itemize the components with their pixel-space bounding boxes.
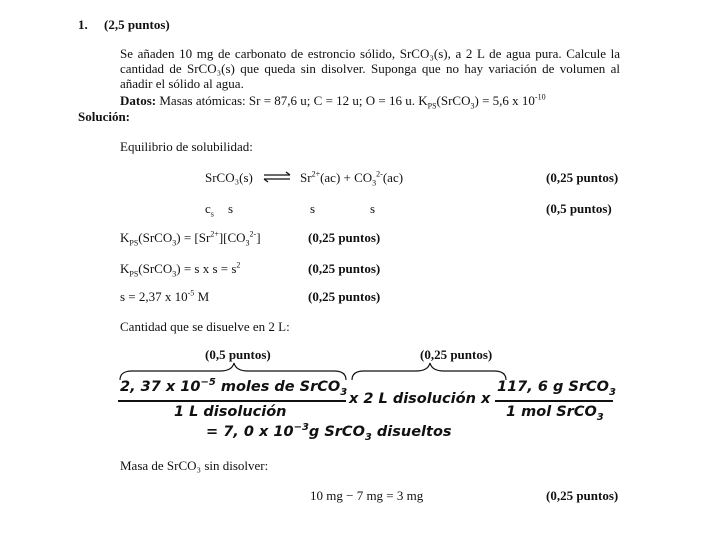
f2-num-sub: 3 (608, 386, 616, 398)
eq-points: (0,25 puntos) (546, 170, 619, 185)
data-ps: PS (427, 101, 437, 111)
eq-ac2: (ac) (382, 170, 404, 185)
fraction2-bar (495, 400, 613, 402)
result-sub: 3 (364, 431, 372, 443)
kps1-c-sup: 2+ (210, 229, 219, 239)
fraction1-bar (118, 400, 346, 402)
f1-num-sub: 3 (340, 386, 348, 398)
kps2-points: (0,25 puntos) (308, 261, 381, 276)
fraction-middle: x 2 L disolución x (349, 391, 491, 407)
data-end: ) = 5,6 x 10 (474, 93, 535, 108)
fraction2-numerator (497, 379, 616, 396)
conc-c: c (205, 201, 211, 216)
eq-sr-charge: 2+ (311, 169, 321, 179)
s-a: s = 2,37 x 10 (120, 289, 188, 304)
s-exp: -5 (187, 288, 195, 298)
kps-expression (120, 231, 261, 246)
kps1-b-sub: 3 (172, 238, 177, 248)
kps1-a: K (120, 230, 130, 245)
kps-s-squared (120, 262, 240, 277)
conc-label (205, 202, 214, 217)
equilibrium-arrows-icon (262, 172, 294, 182)
brace2-points: (0,25 puntos) (420, 347, 493, 362)
solubility-value (120, 290, 209, 305)
conc-sub: s (210, 209, 214, 219)
kps1-e: ] (256, 230, 261, 245)
kps1-b: (SrCO (138, 230, 173, 245)
f1-num-exp: −5 (200, 377, 216, 389)
eq-sr: Sr (300, 170, 312, 185)
kps2-c-sup: 2 (236, 260, 241, 270)
undissolved-calc: 10 mg − 7 mg = 3 mg (310, 488, 424, 503)
kps2-b-sub: 3 (172, 269, 177, 279)
f2-den-sub: 3 (596, 411, 604, 423)
problem-points: (2,5 puntos) (104, 17, 170, 32)
kps1-ps: PS (129, 238, 139, 248)
data-sub3: 3 (470, 101, 475, 111)
conc-s1: s (228, 201, 234, 216)
conc-s2: s (310, 201, 316, 216)
eq-ac1: (ac) + CO (320, 170, 373, 185)
dissolved-label: Cantidad que se disuelve en 2 L: (120, 319, 290, 334)
s-unit: M (194, 289, 210, 304)
equilibrium-label: Equilibrio de solubilidad: (120, 139, 253, 154)
eq-co-charge: 2- (376, 169, 383, 179)
conc-points: (0,5 puntos) (546, 201, 612, 216)
eq-left: SrCO₃(s) (205, 170, 253, 185)
result-b: g SrCO (308, 424, 365, 440)
fraction1-denominator: 1 L disolución (174, 404, 287, 420)
kps2-ps: PS (129, 269, 139, 279)
conc-s3: s (370, 201, 376, 216)
eq-co-sub: 3 (372, 178, 377, 188)
problem-data (120, 94, 546, 109)
kps1-d: ][CO (218, 230, 246, 245)
undissolved-points: (0,25 puntos) (546, 488, 619, 503)
fraction2-denominator (506, 404, 604, 421)
data-exp: -10 (534, 92, 546, 102)
undissolved-label: Masa de SrCO₃ sin disolver: (120, 458, 269, 473)
eq-right (300, 171, 403, 186)
f2-den-a: 1 mol SrCO (506, 404, 597, 420)
f1-num-a: 2, 37 x 10 (120, 379, 201, 395)
result-exp: −3 (293, 422, 309, 434)
brace2-icon (350, 362, 510, 382)
kps2-c: ) = s x s = s (176, 261, 237, 276)
result-a: = 7, 0 x 10 (206, 424, 294, 440)
kps1-points: (0,25 puntos) (308, 230, 381, 245)
data-text: Masas atómicas: Sr = 87,6 u; C = 12 u; O = 16 u. K (159, 93, 428, 108)
f1-num-b: moles de SrCO (215, 379, 341, 395)
s-points: (0,25 puntos) (308, 289, 381, 304)
data-tail: (SrCO (436, 93, 471, 108)
brace1-points: (0,5 puntos) (205, 347, 271, 362)
problem-statement: Se añaden 10 mg de carbonato de estroncio sólido, SrCO₃(s), a 2 L de agua pura. Calcule la cantidad de SrCO₃(s) que queda sin disolver. Suponga que no hay variación de volumen al añadir el sólido al agua. (120, 46, 620, 91)
kps1-d-sup: 2- (249, 229, 257, 239)
kps1-c: ) = [Sr (176, 230, 211, 245)
result-c: disueltos (371, 424, 452, 440)
problem-number: 1. (78, 17, 88, 32)
kps1-d-sub: 3 (245, 238, 250, 248)
kps2-b: (SrCO (138, 261, 173, 276)
f2-num-a: 117, 6 g SrCO (497, 379, 609, 395)
result-line (206, 424, 452, 441)
solution-heading: Solución: (78, 109, 131, 124)
kps2-a: K (120, 261, 130, 276)
fraction1-numerator (120, 379, 347, 396)
data-label: Datos: (120, 93, 157, 108)
